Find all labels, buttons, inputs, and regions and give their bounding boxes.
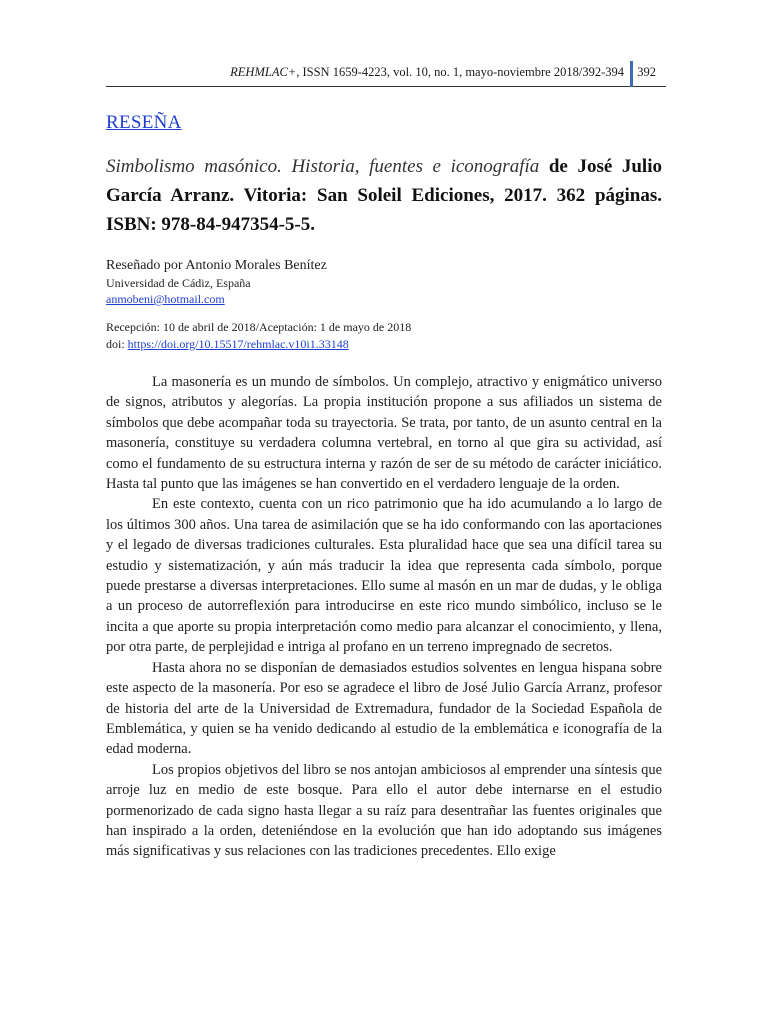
paragraph: Hasta ahora no se disponían de demasiados estudios solventes en lengua hispana sobre este aspecto de la masonería. Por eso se agradece el libro de José Julio García Arranz, profesor de historia del arte de la Universidad de Extremadura, fundador de la Sociedad Española de Emblemática, y quien se ha venido dedicando al estudio de la emblemática e iconografía de la edad moderna. (106, 659, 662, 758)
doi-label: doi: (106, 337, 128, 351)
book-reference (106, 152, 662, 239)
journal-name: REHMLAC+ (230, 65, 297, 79)
book-details: de José Julio García Arranz. Vitoria: San Soleil Ediciones, 2017. 362 páginas. ISBN: 978-84-947354-5-5. (106, 156, 662, 235)
reception-dates: Recepción: 10 de abril de 2018/Aceptación: 1 de mayo de 2018 (106, 320, 412, 334)
page-number: 392 (637, 65, 656, 79)
section-label: RESEÑA (106, 112, 182, 133)
paragraph: Los propios objetivos del libro se nos antojan ambiciosos al emprender una síntesis que arroje luz en medio de este bosque. Para ello el autor debe internarse en el estudio pormenorizado de cada signo hasta llegar a su raíz para desentrañar las fuentes originales que han inspirado a la orden, deteniéndose en la evolución que han ido adoptando sus imágenes más significativas y sus relaciones con las tradiciones precedentes. Ello exige (106, 761, 662, 860)
book-title: Simbolismo masónico. Historia, fuentes e iconografía (106, 156, 540, 177)
paragraph: La masonería es un mundo de símbolos. Un complejo, atractivo y enigmático universo de signos, atributos y alegorías. La propia institución propone a sus afiliados un sistema de símbolos que debe acompañar toda su trayectoria. Se trata, por tanto, de un asunto central en la masonería, constituye su verdadera columna vertebral, en torno al que gira su actividad, así como el fundamento de su estructura interna y razón de ser de su método de carácter iniciático. Hasta tal punto que las imágenes se han convertido en el verdadero lenguaje de la orden. (106, 374, 662, 493)
header-accent-bar (630, 61, 633, 87)
review-body (106, 372, 662, 862)
doi-line (106, 337, 349, 352)
doi-link[interactable]: https://doi.org/10.15517/rehmlac.v10i1.33148 (127, 337, 349, 351)
reviewer-affiliation: Universidad de Cádiz, España (106, 276, 251, 290)
reviewer-line: Reseñado por Antonio Morales Benítez (106, 258, 327, 273)
journal-citation (230, 65, 624, 80)
paragraph: En este contexto, cuenta con un rico patrimonio que ha ido acumulando a lo largo de los últimos 300 años. Una tarea de asimilación que se ha ido conformando con las aportaciones y el legado de diversas tradiciones culturales. Esta pluralidad hace que sea una difícil tarea su estudio y sistematización, y aún más traducir la idea que representa cada símbolo, porque puede prestarse a diversas interpretaciones. Ello sume al masón en un mar de dudas, y le obliga a un proceso de autorreflexión para introducirse en este rico mundo simbólico, incluso se le incita a que aporte su propia interpretación como medio para alcanzar el conocimiento, y llena, por otra parte, de perplejidad e intriga al profano en un terreno impregnado de secretos. (106, 496, 662, 656)
citation-details: , ISSN 1659-4223, vol. 10, no. 1, mayo-noviembre 2018/392-394 (296, 65, 624, 79)
running-header (106, 64, 666, 87)
reviewer-email-link[interactable]: anmobeni@hotmail.com (106, 292, 225, 306)
